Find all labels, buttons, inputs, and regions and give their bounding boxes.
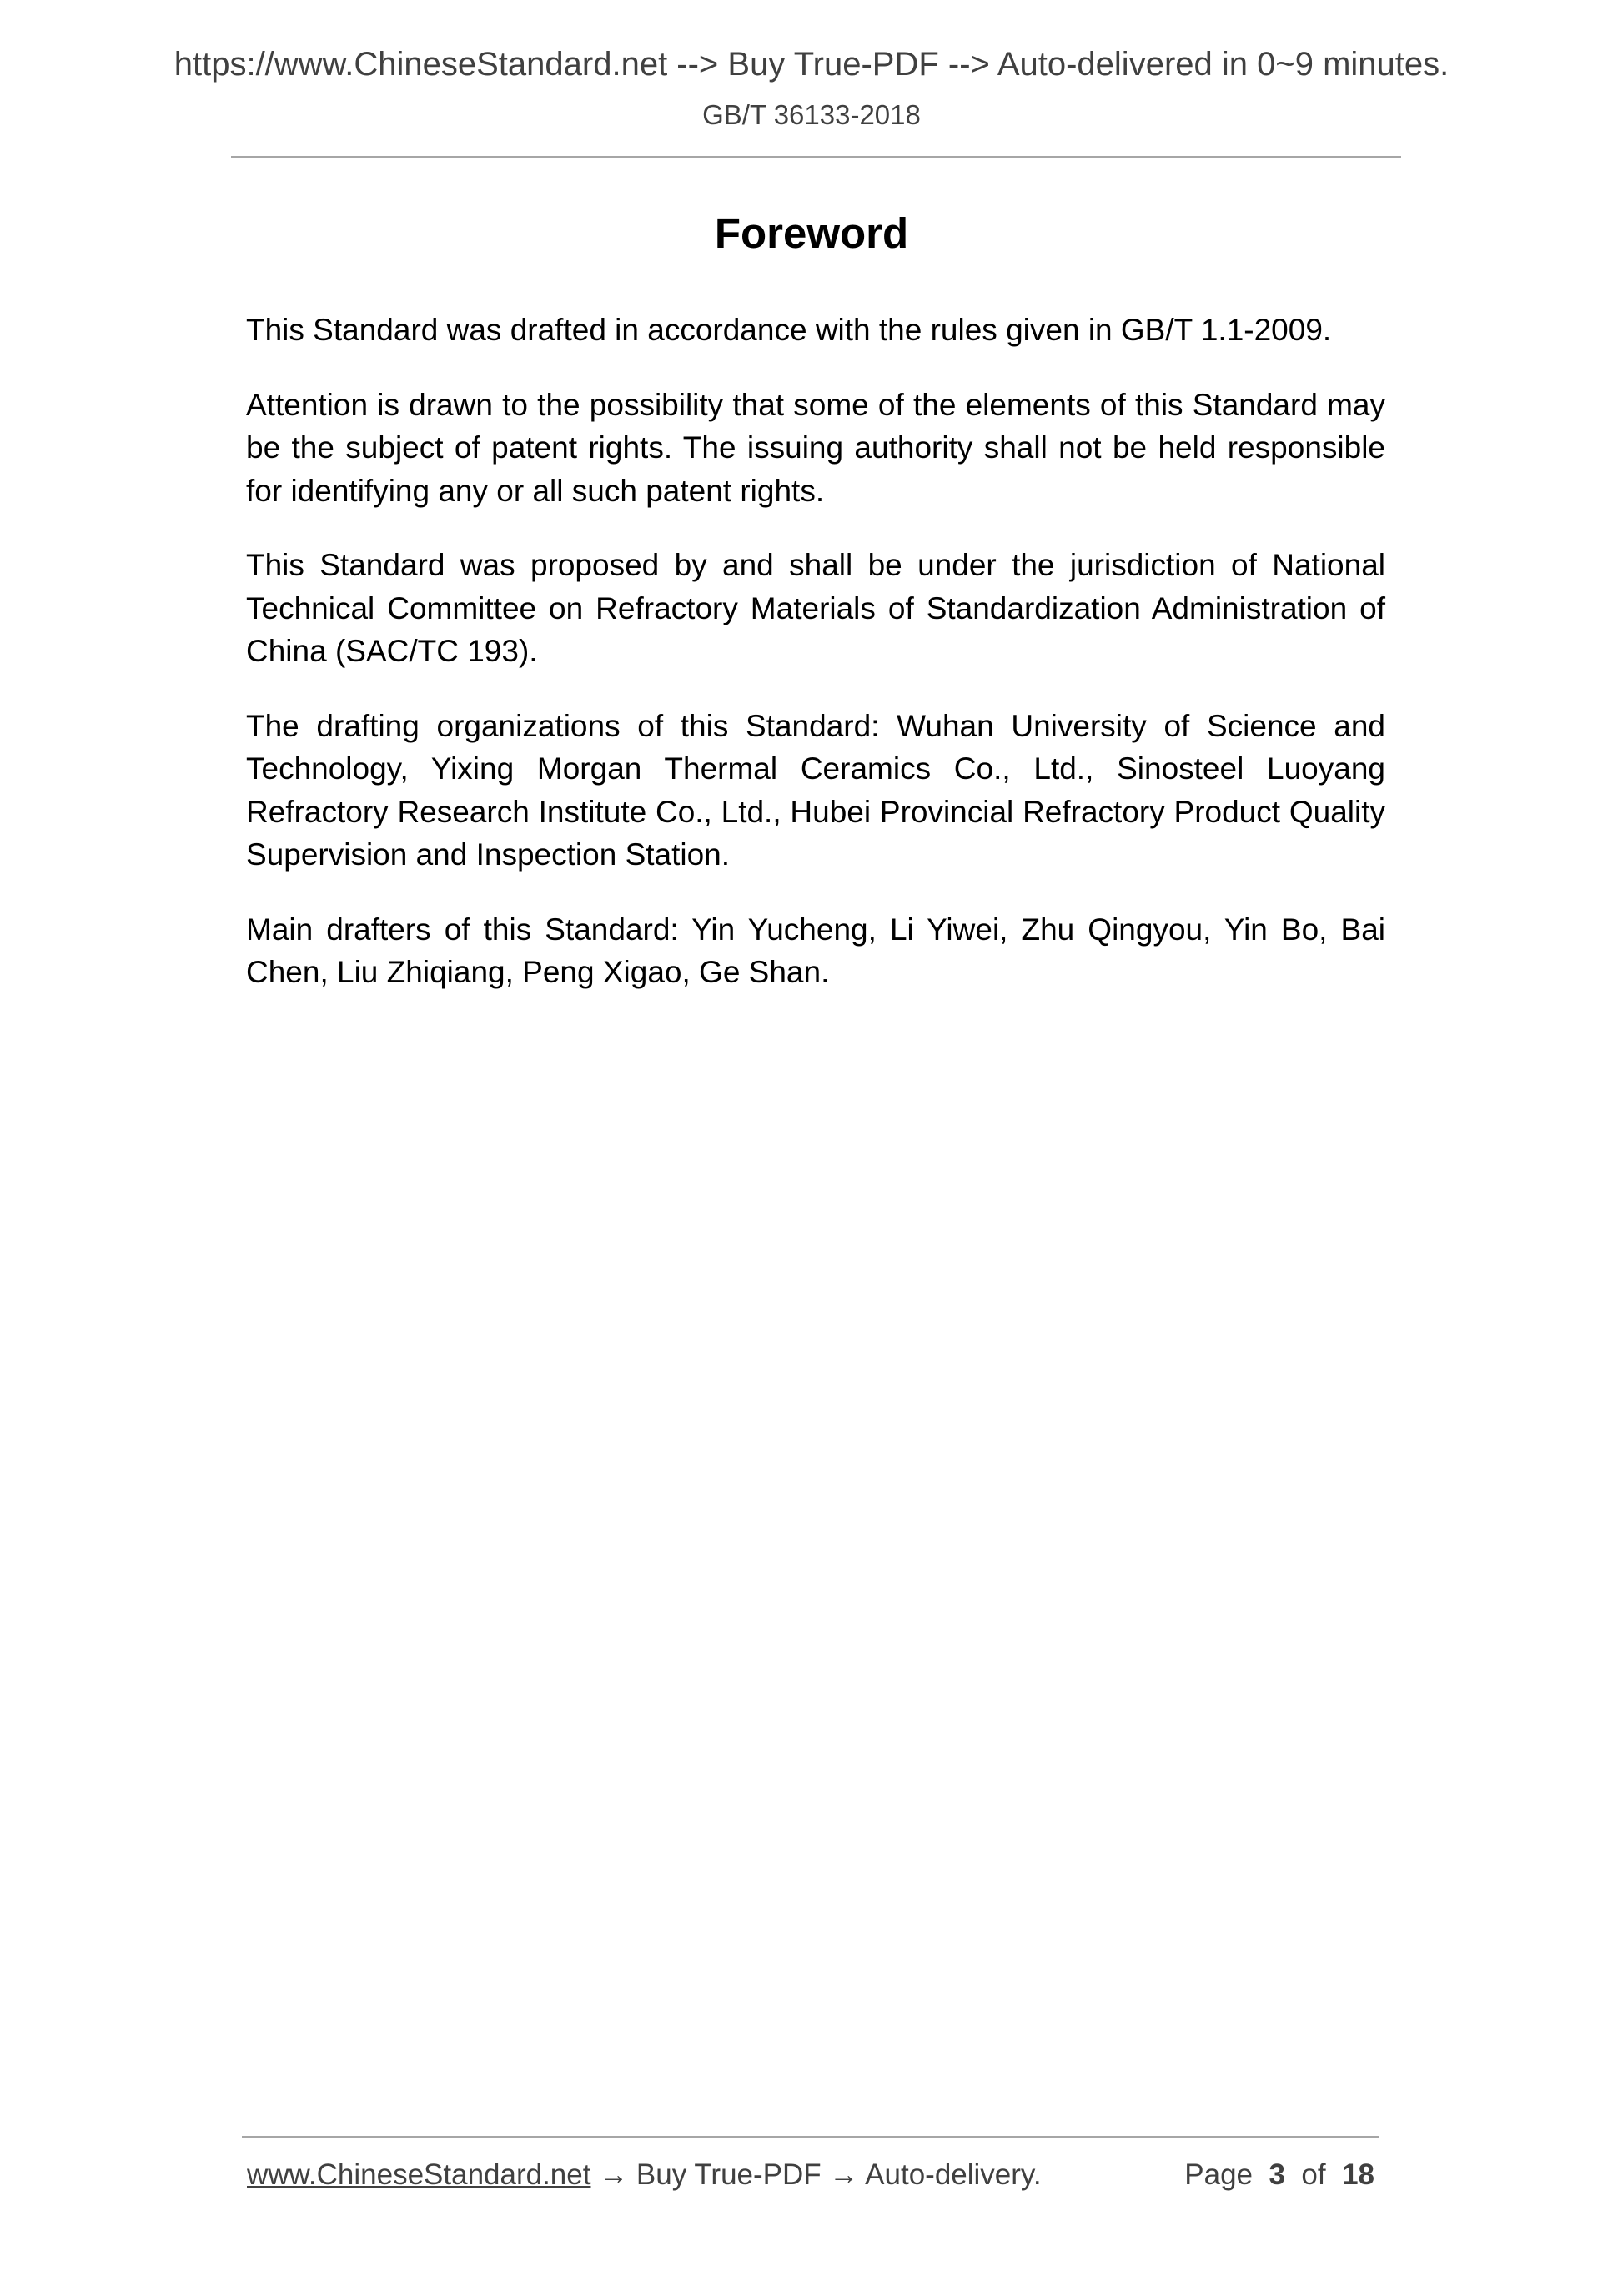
document-code: GB/T 36133-2018 (702, 99, 921, 130)
page-title: Foreword (714, 209, 909, 257)
footer-promo (247, 2157, 1042, 2193)
footer-site-link[interactable]: www.ChineseStandard.net (247, 2158, 591, 2191)
page-current: 3 (1269, 2158, 1285, 2191)
footer-promo-text: → Buy True-PDF → Auto-delivery. (599, 2158, 1042, 2191)
header-divider (231, 156, 1401, 158)
footer-divider (242, 2136, 1379, 2138)
paragraph-main-drafters: Main drafters of this Standard: Yin Yucheng, Li Yiwei, Zhu Qingyou, Yin Bo, Bai Chen, Liu Zhiqiang, Peng Xigao, Ge Shan. (246, 912, 1385, 989)
paragraph-jurisdiction: This Standard was proposed by and shall be under the jurisdiction of National Technical Committee on Refractory Materials of Standardization Administration of China (SAC/TC 193). (246, 548, 1385, 668)
foreword-body (246, 309, 1385, 1026)
page-of-label: of (1301, 2158, 1326, 2191)
paragraph-patent-notice: Attention is drawn to the possibility that some of the elements of this Standard may be the subject of patent rights. The issuing authority shall not be held responsible for identifying any or all such patent rights. (246, 387, 1385, 508)
paragraph-drafting-organizations: The drafting organizations of this Standard: Wuhan University of Science and Technology, Yixing Morgan Thermal Ceramics Co., Ltd., Sinosteel Luoyang Refractory Research Institute Co., Ltd., Hubei Provincial Refractory Product Quality Supervision and Inspection Station. (246, 708, 1385, 872)
top-banner: https://www.ChineseStandard.net --> Buy True-PDF --> Auto-delivered in 0~9 minutes. (173, 46, 1450, 83)
page-total: 18 (1342, 2158, 1374, 2191)
paragraph-drafting-rules: This Standard was drafted in accordance with the rules given in GB/T 1.1-2009. (246, 313, 1332, 347)
page-label: Page (1184, 2158, 1254, 2191)
page-number (1184, 2157, 1374, 2193)
